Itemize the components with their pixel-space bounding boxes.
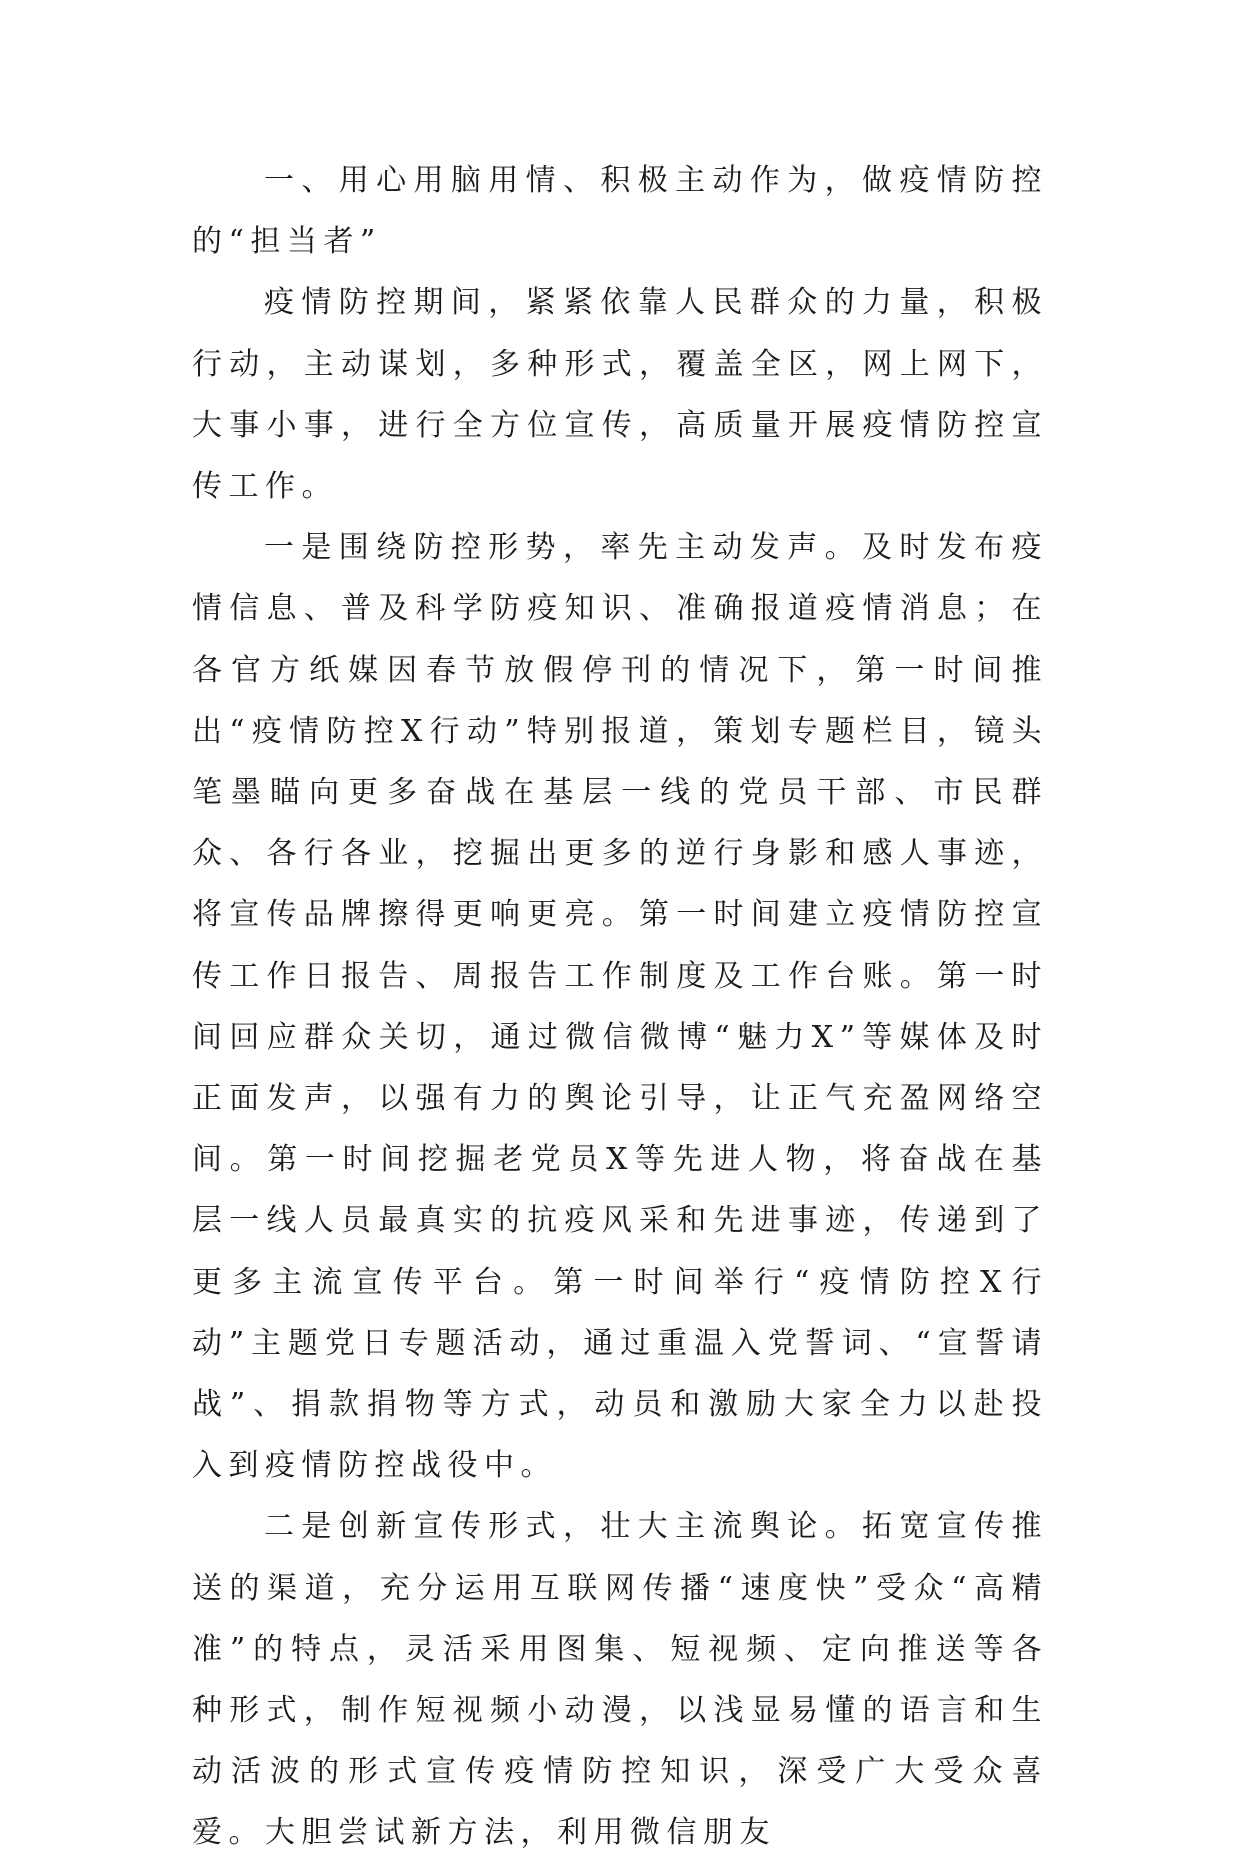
section-heading: 一、用心用脑用情、积极主动作为，做疫情防控的“担当者” [192, 163, 1048, 260]
body-paragraph: 疫情防控期间，紧紧依靠人民群众的力量，积极行动，主动谋划，多种形式，覆盖全区，网上网下，大事小事，进行全方位宣传，高质量开展疫情防控宣传工作。 [192, 285, 1048, 505]
body-paragraph: 二是创新宣传形式，壮大主流舆论。拓宽宣传推送的渠道，充分运用互联网传播“速度快”受众“高精准”的特点，灵活采用图集、短视频、定向推送等各种形式，制作短视频小动漫，以浅显易懂的语言和生动活波的形式宣传疫情防控知识，深受广大受众喜爱。大胆尝试新方法，利用微信朋友 [192, 1509, 1048, 1851]
body-paragraph: 一是围绕防控形势，率先主动发声。及时发布疫情信息、普及科学防疫知识、准确报道疫情消息；在各官方纸媒因春节放假停刊的情况下，第一时间推出“疫情防控X行动”特别报道，策划专题栏目，镜头笔墨瞄向更多奋战在基层一线的党员干部、市民群众、各行各业，挖掘出更多的逆行身影和感人事迹，将宣传品牌擦得更响更亮。第一时间建立疫情防控宣传工作日报告、周报告工作制度及工作台账。第一时间回应群众关切，通过微信微博“魅力X”等媒体及时正面发声，以强有力的舆论引导，让正气充盈网络空间。第一时间挖掘老党员X等先进人物，将奋战在基层一线人员最真实的抗疫风采和先进事迹，传递到了更多主流宣传平台。第一时间举行“疫情防控X行动”主题党日专题活动，通过重温入党誓词、“宣誓请战”、捐款捐物等方式，动员和激励大家全力以赴投入到疫情防控战役中。 [192, 530, 1048, 1484]
document-page [192, 150, 1048, 1864]
